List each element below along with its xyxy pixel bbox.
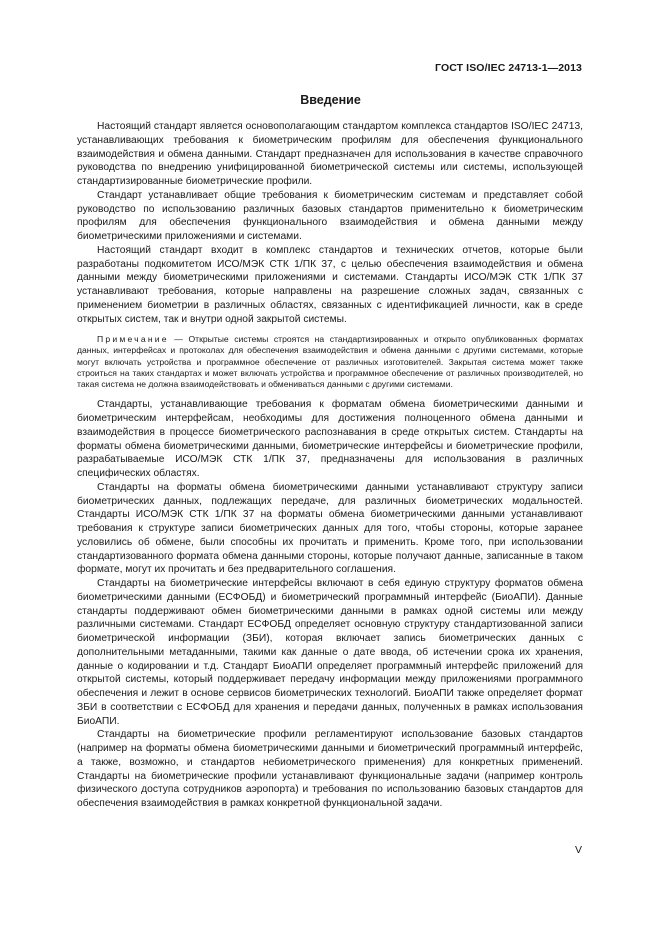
standard-code-header: ГОСТ ISO/IEC 24713-1—2013 [435, 62, 582, 74]
paragraph: Настоящий стандарт является основополагающим стандартом комплекса стандартов ISO/IEC 24713, устанавливающих требования к биометрическим профилям для обеспечения функционального взаимодействия и обмена данными. Стандарт предназначен для использования в качестве справочного руководства по внедрению унифицированной биометрической системы или системы, использующей стандартизированные биометрические профили. [77, 121, 583, 187]
paragraph: Стандарты на форматы обмена биометрическими данными устанавливают структуру записи биометрических данных, подлежащих передаче, для различных биометрических модальностей. Стандарты ИСО/МЭК СТК 1/ПК 37 на форматы обмена биометрическими данными устанавливают требования к структуре записи биометрических данных для того, чтобы стороны, которые заранее условились об обмене, были способны их прочитать и применить. Кроме того, при использовании стандартизованного формата обмена данными стороны, которые получают данные, записанные в таком формате, могут их прочитать и без предварительного соглашения. [77, 481, 583, 576]
note-text: — Открытые системы строятся на стандартизированных и открыто опубликованных форматах данных, интерфейсах и протоколах для обеспечения взаимодействия и обмена данными с другими системами, которые могут включать устройства и программное обеспечение от различных изготовителей. Закрытая система может также строиться на таких стандартах и может включать устройства и программное обеспечение от различных производителей, но такая система не должна взаимодействовать и обмениваться данными с другими системами. [77, 334, 583, 390]
paragraph: Настоящий стандарт входит в комплекс стандартов и технических отчетов, которые были разработаны подкомитетом ИСО/МЭК СТК 1/ПК 37, с целью обеспечения взаимодействия и обмена данными между биометрическими приложениями и системами. Стандарты ИСО/МЭК СТК 1/ПК 37 устанавливают требования, которые направлены на разрешение сложных задач, связанных с применением биометрии в различных областях, связанных с идентификацией личности, как в среде открытых систем, так и внутри одной закрытой системы. [77, 244, 583, 325]
note-label: Примечание [97, 334, 169, 345]
paragraph: Стандарт устанавливает общие требования к биометрическим системам и представляет собой руководство по использованию различных базовых стандартов применительно к биометрическим профилям для обеспечения функционального взаимодействия и обмена данными между биометрическими приложениями и системами. [77, 189, 583, 242]
section-title: Введение [300, 93, 361, 107]
paragraph: Стандарты, устанавливающие требования к форматам обмена биометрическими данными и биометрическим интерфейсам, необходимы для достижения полноценного обмена данными и взаимодействия в процессе биометрического распознавания в среде открытых систем. Стандарты на форматы обмена биометрическими данными, биометрические интерфейсы и биометрические профили, разрабатываемые ИСО/МЭК СТК 1/ПК 37, предназначены для использования в различных специфических областях. [77, 399, 583, 480]
body-text [77, 120, 583, 811]
paragraph: Стандарты на биометрические профили регламентируют использование базовых стандартов (например на форматы обмена биометрическими данными и биометрический программный интерфейс, а также, возможно, и стандартов небиометрического применения) для конкретных применений. Стандарты на биометрические профили устанавливают функциональные задачи (например контроль физического доступа сотрудников аэропорта) и требования по использованию базовых стандартов для обеспечения взаимодействия в рамках конкретной функциональной задачи. [77, 729, 583, 810]
page-number: V [574, 844, 582, 856]
paragraph: Стандарты на биометрические интерфейсы включают в себя единую структуру форматов обмена биометрическими данными (ЕСФОБД) и биометрический программный интерфейс (БиоАПИ). Данные стандарты поддерживают обмен биометрическими данными в рамках одной системы или между различными системами. Стандарт ЕСФОБД определяет основную структуру стандартизованной записи биометрической информации (ЗБИ), которая включает запись биометрических данных с дополнительными метаданными, такими как данные о дате ввода, об истечении срока их хранения, данные о кодировании и т.д. Стандарт БиоАПИ определяет программный интерфейс приложений для открытой системы, который поддерживает передачу информации между приложениями программного обеспечения и лежит в основе сервисов биометрических технологий. БиоАПИ также определяет формат ЗБИ в соответствии с ЕСФОБД для хранения и передачи данных, полученных в рамках использования БиоАПИ. [77, 578, 583, 727]
note [77, 334, 583, 390]
